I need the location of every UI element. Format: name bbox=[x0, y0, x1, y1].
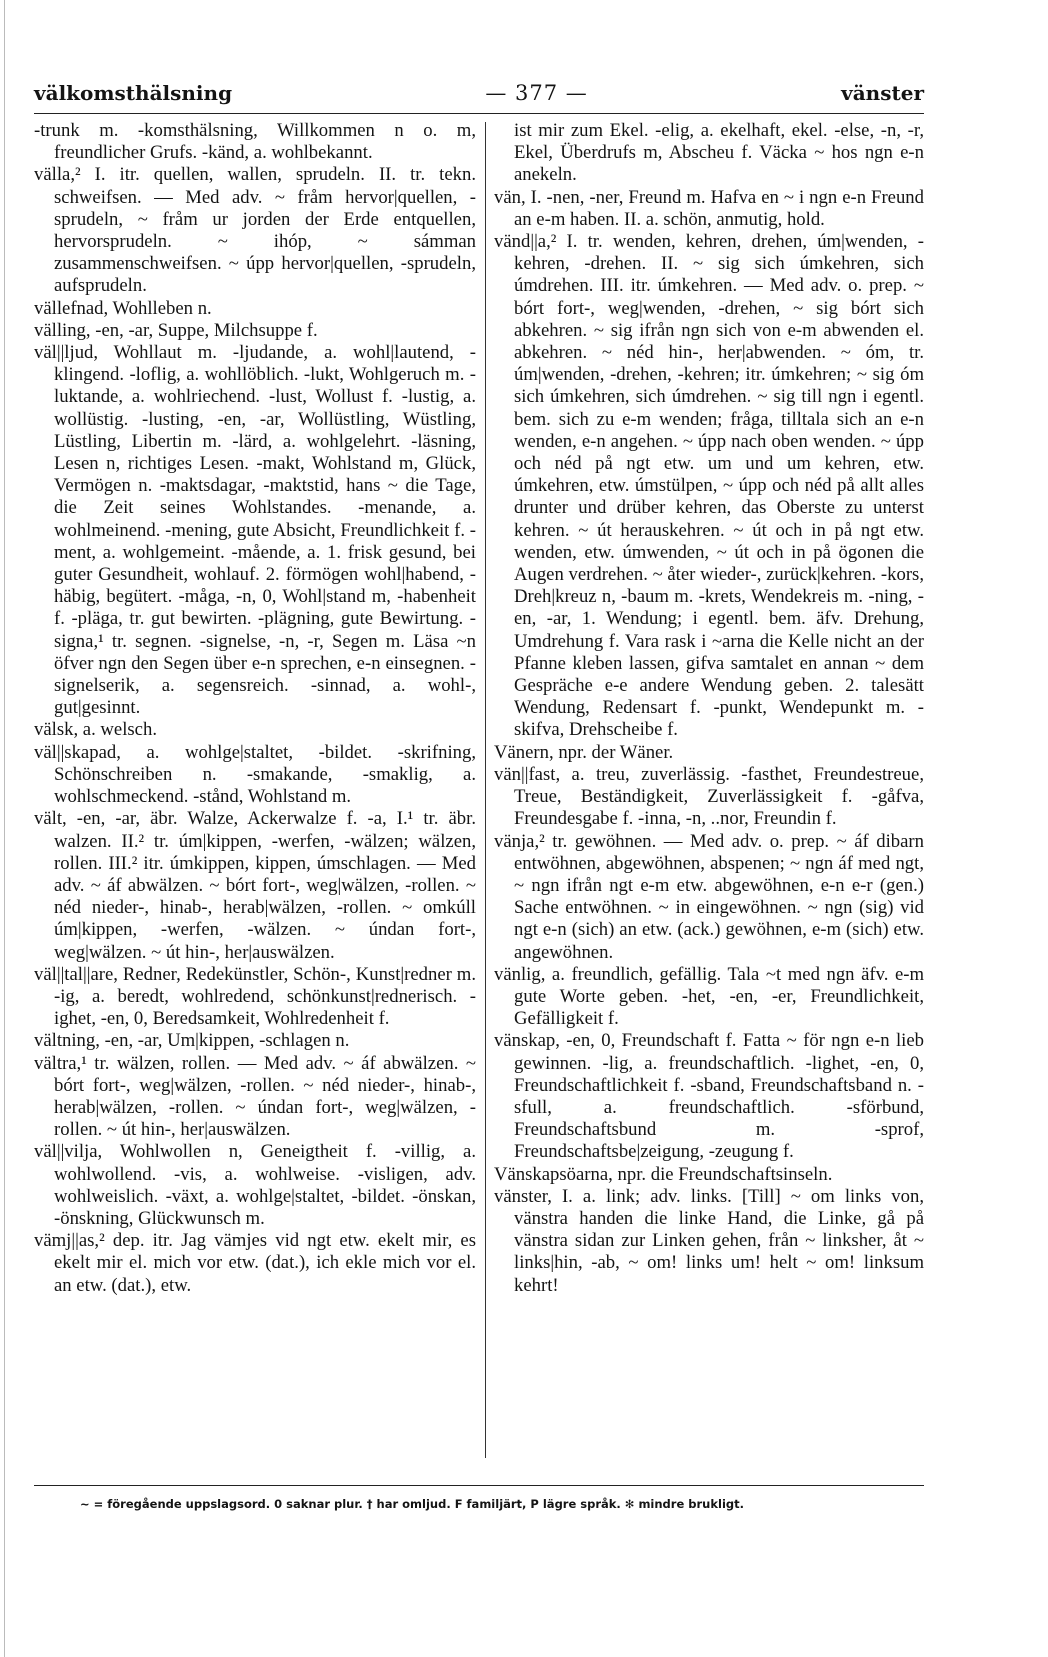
right-column bbox=[494, 120, 924, 1465]
dictionary-entry: välla,² I. itr. quellen, wallen, sprudeln. II. tr. tekn. schweifsen. — Med adv. ~ fråm hervor|quellen, -sprudeln, ~ fråm ur jorden der Erde entquellen, hervorsprudeln. ~ ihóp, ~ sámman zusammenschweifsen. ~ úpp hervor|quellen, -sprudeln, aufsprudeln. bbox=[34, 164, 476, 297]
abbreviation-legend: ~ = föregående uppslagsord. 0 saknar plur. † har omljud. F familjärt, P lägre språk. ✻ mindre brukligt. bbox=[80, 1497, 744, 1511]
dictionary-entry: väl||tal||are, Redner, Redekünstler, Schön-, Kunst|redner m. -ig, a. beredt, wohlredend, schönkunst|rednerisch. -ighet, -en, 0, Beredsamkeit, Wohlredenheit f. bbox=[34, 963, 476, 1030]
dictionary-entry: vänskap, -en, 0, Freundschaft f. Fatta ~ för ngn e-n lieb gewinnen. -lig, a. freundschaftlich. -lighet, -en, 0, Freundschaftlichkeit f. -sband, Freundschaftsband n. -sfull, a. freundschaftlich. -sförbund, Freundschaftsbund m. -sprof, Freundschaftsbe|zeigung, -zeugung f. bbox=[494, 1030, 924, 1163]
dictionary-entry: vänd||a,² I. tr. wenden, kehren, drehen, úm|wenden, -kehren, -drehen. II. ~ sig sich úmkehren, sich úmdrehen. III. itr. úmkehren. — Med adv. o. prep. ~ bórt fort-, weg|wenden, -drehen, ~ sig bórt sich abkehren. ~ sig ifrån ngn sich von e-m abwenden el. abkehren. ~ néd hin-, her|abwenden. ~ óm, tr. úm|wenden, -drehen, -kehren; itr. úmkehren; ~ sig óm sich úmkehren, sich úmdrehen. ~ sig till ngn i egentl. bem. sich zu e-m wenden; fråga, tilltala sich an e-n wenden, e-n angehen. ~ úpp nach oben wenden. ~ úpp och néd på ngt etw. um und um kehren, etw. úmkehren, etw. úmstülpen, ~ úpp och néd på allt alles drunter und drüber kehren, das Oberste zu unterst kehren. ~ út herauskehren. ~ út och in på ngt etw. wenden, etw. úmwenden, ~ út och in på ögonen die Augen verdrehen. ~ åter wieder-, zurück|kehren. -kors, Dreh|kreuz n, -baum m. -krets, Wendekreis m. -ning, -en, -ar, 1. Wendung; i egentl. bem. äfv. Drehung, Umdrehung f. Vara rask i ~arna die Kelle nicht an der Pfanne kleben lassen, gifva samtalet en annan ~ dem Gespräche e-e andere Wendung geben. 2. talesätt Wendung, Redensart f. -punkt, Wendepunkt m. -skifva, Drehscheibe f. bbox=[494, 231, 924, 741]
dictionary-entry: vän||fast, a. treu, zuverlässig. -fasthet, Freundestreue, Treue, Beständigkeit, Zuverlässigkeit f. -gåfva, Freundesgabe f. -inna, -n, ..nor, Freundin f. bbox=[494, 763, 924, 830]
dictionary-entry: Vänskapsöarna, npr. die Freundschaftsinseln. bbox=[494, 1163, 833, 1185]
page-number: — 377 — bbox=[485, 81, 588, 105]
header-right-guideword: vänster bbox=[841, 81, 924, 105]
page-header bbox=[34, 78, 924, 108]
dictionary-entry: väl||ljud, Wohllaut m. -ljudande, a. wohl|lautend, -klingend. -loflig, a. wohllöblich. -lukt, Wohlgeruch m. -luktande, a. wohlriechend. -lust, Wollust f. -lustig, a. wollüstig. -lusting, -en, -ar, Wollüstling, Wüstling, Lüstling, Libertin m. -lärd, a. wohlgelehrt. -läsning, Lesen n, richtiges Lesen. -makt, Wohlstand m, Glück, Vermögen n. -maktsdagar, -maktstid, hans ~ die Tage, die Zeit seines Wohlstandes. -menande, a. wohlmeinend. -mening, gute Absicht, Freundlichkeit f. -ment, a. wohlgemeint. -mående, a. 1. frisk gesund, bei guter Gesundheit, wohlauf. 2. förmögen wohl|habend, -häbig, begütert. -måga, -n, 0, Wohl|stand m, -habenheit f. -pläga, tr. gut bewirten. -plägning, gute Bewirtung. -signa,¹ tr. segnen. -signelse, -n, -r, Segen m. Läsa ~n öfver ngn den Segen über e-n sprechen, e-n einsegnen. -signelserik, a. segensreich. -sinnad, a. wohl-, gut|gesinnt. bbox=[34, 342, 476, 719]
dictionary-entry: vällefnad, Wohlleben n. bbox=[34, 297, 212, 319]
dictionary-entry: ist mir zum Ekel. -elig, a. ekelhaft, ekel. -else, -n, -r, Ekel, Überdrufs m, Abscheu f. Väcka ~ hos ngn e-n anekeln. bbox=[514, 120, 924, 186]
dictionary-entry: Vänern, npr. der Wäner. bbox=[494, 741, 674, 763]
header-rule bbox=[34, 113, 924, 114]
footer-rule bbox=[34, 1485, 924, 1486]
dictionary-entry: väl||vilja, Wohlwollen n, Geneigtheit f. -villig, a. wohlwollend. -vis, a. wohlweise. -visligen, adv. wohlweislich. -växt, a. wohlge|staltet, -bildet. -önskan, -önskning, Glückwunsch m. bbox=[34, 1141, 476, 1229]
dictionary-entry: vänster, I. a. link; adv. links. [Till] ~ om links von, vänstra handen die linke Hand, die Linke, gå på vänstra sidan zur Linken gehen, från ~ linksher, åt ~ links|hin, -ab, ~ om! links um! helt ~ om! linksum kehrt! bbox=[494, 1185, 924, 1296]
dictionary-entry: vält, -en, -ar, äbr. Walze, Ackerwalze f. -a, I.¹ tr. äbr. walzen. II.² tr. úm|kippen, -werfen, -wälzen; wälzen, rollen. III.² itr. úmkippen, kippen, úmschlagen. — Med adv. ~ áf abwälzen. ~ bórt fort-, weg|wälzen, -rollen. ~ néd nieder-, hinab-, herab|wälzen, -rollen. ~ omkúll úm|kippen, -werfen, -wälzen. ~ úndan fort-, weg|wälzen. ~ út hin-, her|auswälzen. bbox=[34, 808, 476, 963]
dictionary-entry: vän, I. -nen, -ner, Freund m. Hafva en ~ i ngn e-n Freund an e-m haben. II. a. schön, anmutig, hold. bbox=[494, 186, 924, 230]
dictionary-entry: välling, -en, -ar, Suppe, Milchsuppe f. bbox=[34, 319, 318, 341]
dictionary-entry: -trunk m. -komsthälsning, Willkommen n o. m, freundlicher Grufs. -känd, a. wohlbekannt. bbox=[34, 120, 476, 164]
dictionary-entry: vänlig, a. freundlich, gefällig. Tala ~t med ngn äfv. e-m gute Worte geben. -het, -en, -er, Freundlichkeit, Gefälligkeit f. bbox=[494, 963, 924, 1030]
dictionary-entry: välsk, a. welsch. bbox=[34, 719, 157, 741]
dictionary-entry: vältning, -en, -ar, Um|kippen, -schlagen n. bbox=[34, 1030, 350, 1052]
dictionary-entry: vämj||as,² dep. itr. Jag vämjes vid ngt etw. ekelt mir, es ekelt mir el. mich vor etw. (dat.), ich ekle mich vor el. an etw. (dat.), etw. bbox=[34, 1230, 476, 1296]
dictionary-entry: vältra,¹ tr. wälzen, rollen. — Med adv. ~ áf abwälzen. ~ bórt fort-, weg|wälzen, -rollen. ~ néd nieder-, hinab-, herab|wälzen, -rollen. ~ úndan fort-, weg|wälzen, -rollen. ~ út hin-, her|auswälzen. bbox=[34, 1052, 476, 1141]
column-divider bbox=[485, 122, 486, 1458]
scan-edge-line bbox=[4, 0, 5, 1657]
dictionary-entry: väl||skapad, a. wohlge|staltet, -bildet. -skrifning, Schönschreiben n. -smakande, -smaklig, a. wohlschmeckend. -stånd, Wohlstand m. bbox=[34, 741, 476, 808]
left-column bbox=[34, 120, 476, 1465]
header-left-guideword: välkomsthälsning bbox=[34, 81, 233, 105]
dictionary-entry: vänja,² tr. gewöhnen. — Med adv. o. prep. ~ áf dibarn entwöhnen, abgewöhnen, abspenen; ~ ngn áf med ngt, ~ ngn ifrån ngt e-m etw. abgewöhnen, e-n e-r (gen.) Sache entwöhnen. ~ in eingewöhnen. ~ ngn (sig) vid ngt e-n (sich) an etw. (ack.) gewöhnen, e-m (sich) etw. angewöhnen. bbox=[494, 830, 924, 963]
